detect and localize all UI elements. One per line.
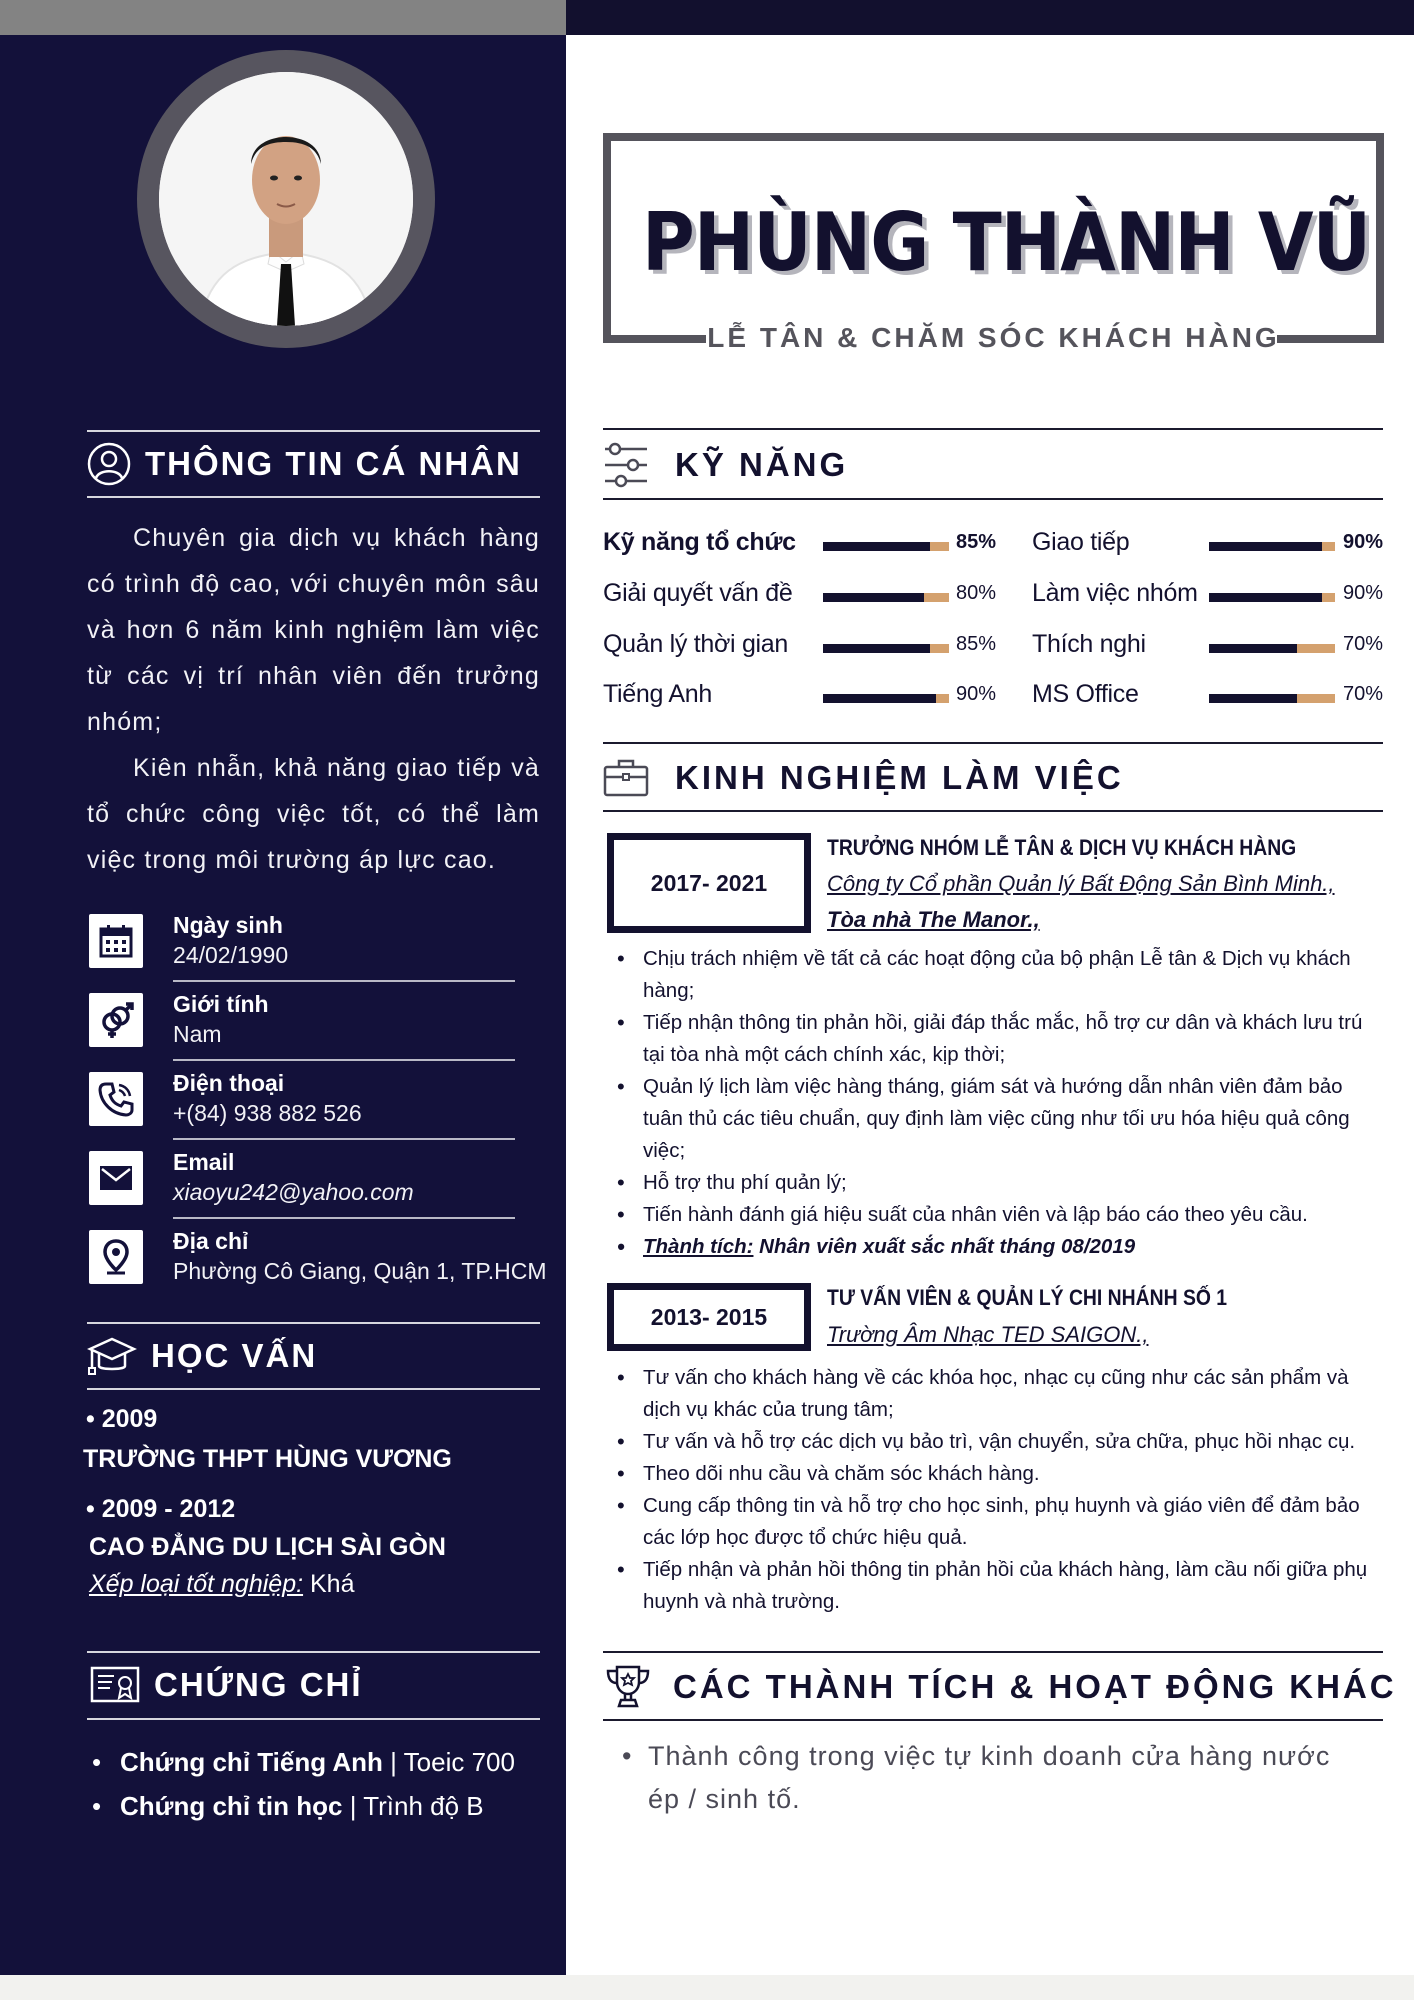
info-value: xiaoyu242@yahoo.com: [173, 1179, 414, 1205]
skill-label: Tiếng Anh: [603, 680, 712, 708]
info-birthdate: [87, 908, 517, 980]
job-task: • Tư vấn và hỗ trợ các dịch vụ bảo trì, vận chuyển, sửa chữa, phục hồi nhạc cụ.: [643, 1426, 1373, 1458]
skill-bar-fill: [823, 593, 924, 602]
info-divider: [173, 1059, 515, 1061]
info-email: [87, 1145, 517, 1217]
job-achievement: [643, 1231, 1373, 1263]
experience-title-text: KINH NGHIỆM LÀM VIỆC: [675, 759, 1124, 796]
candidate-name: PHÙNG THÀNH VŨ: [642, 196, 1371, 289]
skill-percent: 70%: [1343, 633, 1384, 655]
skill-label: MS Office: [1032, 680, 1139, 708]
info-divider: [173, 1138, 515, 1140]
job-company: Trường Âm Nhạc TED SAIGON.,: [827, 1322, 1149, 1347]
top-strip-left: [0, 0, 566, 35]
info-gender: [87, 987, 517, 1059]
skill-bar: [1209, 542, 1335, 551]
skill-percent: 85%: [956, 633, 997, 655]
cert-section-title: [90, 1653, 363, 1717]
other-activity-item: • Thành công trong việc tự kinh doanh cửa hàng nước ép / sinh tố.: [648, 1735, 1368, 1821]
cert-name: Chứng chỉ tin học: [120, 1791, 343, 1821]
info-label: Email: [173, 1149, 235, 1175]
grade-value: Khá: [303, 1570, 355, 1598]
skill-bar-fill: [1209, 694, 1297, 703]
cert-title-text: CHỨNG CHỈ: [154, 1666, 363, 1703]
education-year-text: 2009: [101, 1405, 158, 1433]
skill-bar-fill: [823, 542, 930, 551]
job-title: TƯ VẤN VIÊN & QUẢN LÝ CHI NHÁNH SỐ 1: [827, 1285, 1228, 1310]
job-task: • Quản lý lịch làm việc hàng tháng, giám sát và hướng dẫn nhân viên đảm bảo tuân thủ các tiêu chuẩn, quy định làm việc cũng như tối ưu hóa hiệu quả công việc;: [643, 1071, 1373, 1167]
job-task: • Chịu trách nhiệm về tất cả các hoạt động của bộ phận Lễ tân & Dịch vụ khách hàng;: [643, 943, 1373, 1007]
profile-photo: [159, 72, 413, 326]
skills-rule-bottom: [603, 498, 1383, 500]
profile-summary: [87, 515, 540, 883]
candidate-role: LỄ TÂN & CHĂM SÓC KHÁCH HÀNG: [707, 322, 1280, 353]
other-activity-list: [648, 1735, 1368, 1821]
skill-label: Quản lý thời gian: [603, 630, 789, 658]
avatar: [137, 50, 435, 348]
job-task-list: [643, 1362, 1373, 1618]
experience-section-title: [603, 745, 1124, 811]
profile-title-text: THÔNG TIN CÁ NHÂN: [145, 445, 522, 482]
job-task: • Tiếp nhận thông tin phản hồi, giải đáp thắc mắc, hỗ trợ cư dân và khách lưu trú tại tòa nhà một cách chính xác, kịp thời;: [643, 1007, 1373, 1071]
other-rule-bottom: [603, 1719, 1383, 1721]
skill-label: Giao tiếp: [1032, 528, 1130, 556]
profile-rule-bottom: [87, 496, 540, 498]
skill-bar: [1209, 644, 1335, 653]
education-school: TRƯỜNG THPT HÙNG VƯƠNG: [83, 1445, 452, 1473]
experience-rule-bottom: [603, 810, 1383, 812]
grade-label: Xếp loại tốt nghiệp:: [89, 1570, 304, 1598]
sliders-icon: [603, 441, 649, 489]
other-rule-top: [603, 1651, 1383, 1653]
briefcase-icon: [603, 758, 649, 798]
graduation-cap-icon: [87, 1334, 137, 1378]
achievement-label: Thành tích:: [643, 1235, 754, 1258]
skill-percent: 90%: [1343, 531, 1384, 553]
achievement-text: Nhân viên xuất sắc nhất tháng 08/2019: [753, 1235, 1136, 1258]
info-label: Ngày sinh: [173, 912, 283, 938]
job-task: • Tư vấn cho khách hàng về các khóa học, nhạc cụ cũng như các sản phẩm và dịch vụ khác của trung tâm;: [643, 1362, 1373, 1426]
info-label: Giới tính: [173, 991, 269, 1017]
skills-rule-top: [603, 428, 1383, 430]
job-task: • Tiếp nhận và phản hồi thông tin phản hồi của khách hàng, làm cầu nối giữa phụ huynh và nhà trường.: [643, 1554, 1373, 1618]
cert-list: [92, 1740, 515, 1828]
skills-title-text: KỸ NĂNG: [675, 446, 849, 483]
location-icon: [89, 1230, 143, 1284]
other-title-text: CÁC THÀNH TÍCH & HOẠT ĐỘNG KHÁC: [673, 1668, 1397, 1705]
skill-percent: 70%: [1343, 683, 1384, 705]
calendar-icon: [89, 914, 143, 968]
skill-percent: 80%: [956, 582, 997, 604]
education-rule-bottom: [87, 1388, 540, 1390]
info-label: Địa chỉ: [173, 1228, 249, 1254]
info-value: Nam: [173, 1021, 222, 1047]
info-label: Điện thoại: [173, 1070, 285, 1096]
skill-bar-fill: [1209, 593, 1322, 602]
education-grade: [89, 1570, 355, 1599]
phone-icon: [89, 1072, 143, 1126]
profile-paragraph: Kiên nhẫn, khả năng giao tiếp và tổ chức công việc tốt, có thể làm việc trong môi trường áp lực cao.: [87, 754, 540, 874]
job-task: • Theo dõi nhu cầu và chăm sóc khách hàng.: [643, 1458, 1373, 1490]
skill-label: Kỹ năng tổ chức: [603, 528, 796, 556]
info-divider: [173, 1217, 515, 1219]
job-years: 2017- 2021: [607, 833, 811, 933]
education-year-text: 2009 - 2012: [101, 1495, 236, 1523]
job-years: 2013- 2015: [607, 1283, 811, 1351]
education-school: CAO ĐẲNG DU LỊCH SÀI GÒN: [89, 1533, 446, 1561]
job-title: TRƯỞNG NHÓM LỄ TÂN & DỊCH VỤ KHÁCH HÀNG: [827, 835, 1297, 860]
job-task: • Hỗ trợ thu phí quản lý;: [643, 1167, 1373, 1199]
info-phone: [87, 1066, 517, 1138]
education-title-text: HỌC VẤN: [151, 1337, 318, 1374]
info-value: +(84) 938 882 526: [173, 1100, 362, 1126]
skill-bar-fill: [823, 694, 936, 703]
skill-label: Làm việc nhóm: [1032, 579, 1198, 607]
info-address: [87, 1224, 547, 1296]
profile-section-title: [87, 432, 522, 496]
other-section-title: [603, 1654, 1397, 1720]
cert-detail: | Toeic 700: [382, 1747, 515, 1777]
info-value: Phường Cô Giang, Quận 1, TP.HCM: [173, 1258, 547, 1284]
job-company: Công ty Cổ phần Quản lý Bất Động Sản Bình Minh.,: [827, 871, 1335, 896]
skill-bar: [1209, 694, 1335, 703]
skill-percent: 90%: [956, 683, 997, 705]
cert-rule-bottom: [87, 1718, 540, 1720]
education-year: • 2009: [86, 1405, 158, 1433]
skill-bar: [823, 644, 949, 653]
mail-icon: [89, 1151, 143, 1205]
info-value: 24/02/1990: [173, 942, 289, 968]
info-divider: [173, 980, 515, 982]
cert-detail: | Trình độ B: [342, 1791, 484, 1821]
skill-percent: 85%: [956, 531, 997, 553]
profile-paragraph: Chuyên gia dịch vụ khách hàng có trình độ cao, với chuyên môn sâu và hơn 6 năm kinh nghiệm làm việc từ các vị trí nhân viên đến trưởng nhóm;: [87, 524, 540, 736]
skills-section-title: [603, 432, 848, 498]
experience-rule-top: [603, 742, 1383, 744]
top-strip-right: [566, 0, 1414, 35]
trophy-icon: [603, 1662, 653, 1712]
skill-label: Giải quyết vấn đề: [603, 579, 793, 607]
job-building: Tòa nhà The Manor.,: [827, 907, 1040, 932]
skill-bar-fill: [1209, 542, 1322, 551]
job-task: • Tiến hành đánh giá hiệu suất của nhân viên và lập báo cáo theo yêu cầu.: [643, 1199, 1373, 1231]
job-task-list: [643, 943, 1373, 1263]
certificate-icon: [90, 1665, 140, 1705]
education-section-title: [87, 1324, 317, 1388]
job-task: • Cung cấp thông tin và hỗ trợ cho học sinh, phụ huynh và giáo viên để đảm bảo các lớp học được tổ chức hiệu quả.: [643, 1490, 1373, 1554]
skill-bar-fill: [823, 644, 930, 653]
skill-label: Thích nghi: [1032, 630, 1146, 658]
skill-percent: 90%: [1343, 582, 1384, 604]
gender-icon: [89, 993, 143, 1047]
skill-bar-fill: [1209, 644, 1297, 653]
user-circle-icon: [87, 442, 131, 486]
skill-bar: [823, 694, 949, 703]
person-photo-icon: [159, 72, 413, 326]
cert-item: [92, 1740, 515, 1784]
cert-item: [92, 1784, 515, 1828]
skill-bar: [823, 542, 949, 551]
skill-bar: [823, 593, 949, 602]
cert-name: Chứng chỉ Tiếng Anh: [120, 1747, 383, 1777]
skill-bar: [1209, 593, 1335, 602]
education-year: • 2009 - 2012: [86, 1495, 236, 1523]
